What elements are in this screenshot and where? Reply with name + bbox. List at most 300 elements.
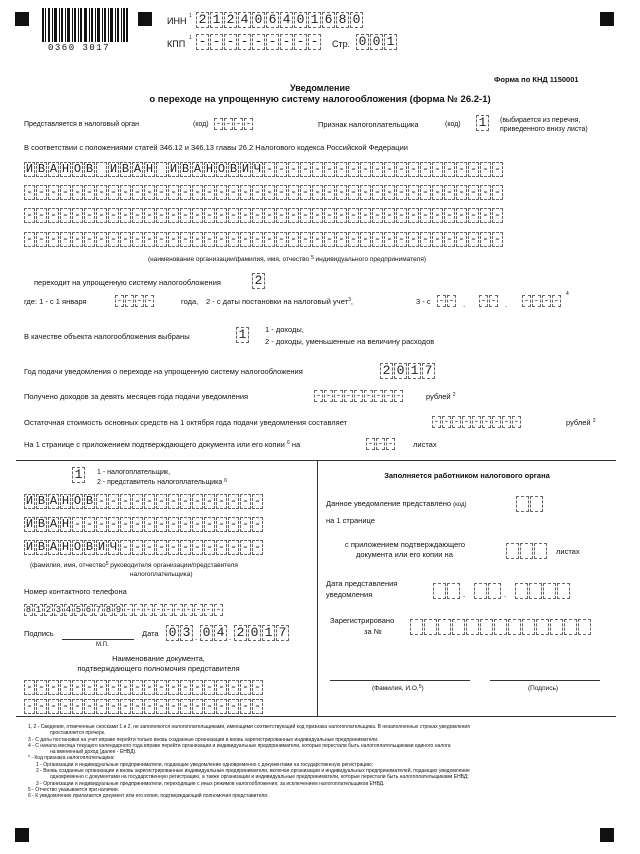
comb-cell: - [185,605,192,615]
office-date-dot-2: . [504,590,507,599]
comb-cell: - [181,680,190,694]
comb-cell: - [157,517,166,531]
transition-day-field[interactable] [437,295,457,307]
section-divider [16,460,616,461]
comb-cell: - [367,439,374,449]
comb-cell: - [337,232,346,246]
comb-cell: - [308,34,321,50]
footnote-4-mark: 4 [566,291,569,297]
comb-cell: - [513,417,520,427]
comb-cell: - [313,208,322,222]
comb-cell: А [49,517,58,531]
office-sheets-label: листах [556,547,580,556]
signer-firstname-field[interactable] [24,517,264,532]
year-field[interactable] [380,363,436,379]
kpp-sup: 1 [189,35,192,41]
comb-cell: - [445,232,454,246]
comb-cell: - [373,185,382,199]
comb-cell: - [481,232,490,246]
date-label: Дата [142,629,159,638]
comb-cell: - [289,185,298,199]
comb-cell: - [73,208,82,222]
comb-cell: - [349,208,358,222]
footnote: 1, 2 - Сведения, отмеченные сносками 1 и 2, не заполняются налогоплательщиками, имеющими соответствующий код признака налогоплательщика. В незаполненных строках уведомления [28,724,470,730]
footnote: одновременно с документами на государственную регистрацию, а также организации и индивидуальные предприниматели, которые перестали быть налогоплательщиками ЕНВД; [50,774,469,781]
comb-cell [543,583,556,599]
comb-cell [520,543,533,559]
comb-cell: - [217,232,226,246]
comb-cell: Н [205,162,214,176]
comb-cell: 0 [200,625,213,641]
comb-cell: - [193,517,202,531]
comb-cell: В [181,162,190,176]
comb-cell: - [438,296,445,306]
comb-cell: - [217,208,226,222]
office-date-year[interactable] [515,583,571,599]
comb-cell: - [301,232,310,246]
footnote: 3 - С даты постановки на учет вправе перейти только вновь созданные организации и вновь зарегистрированные индивидуальные предприниматели. [28,736,379,743]
income-label: Получено доходов за девять месяцев года подачи уведомления [24,392,249,401]
transition-field[interactable] [252,273,266,289]
comb-cell: - [121,517,130,531]
comb-cell [438,619,451,635]
comb-cell [488,583,501,599]
comb-cell: - [469,208,478,222]
comb-cell: - [133,208,142,222]
comb-cell: О [73,162,82,176]
comb-cell: О [73,540,82,554]
transition-year-label: года, [181,297,199,306]
comb-cell: - [49,185,58,199]
comb-cell: - [109,494,118,508]
office-sheets-field[interactable] [506,543,548,559]
comb-cell: - [85,208,94,222]
inn-field[interactable] [196,12,364,28]
office-attach2: документа или его копии на [356,550,453,559]
comb-cell: 2 [380,363,393,379]
residual-unit-text: рублей [566,418,591,427]
object-field[interactable] [236,327,250,343]
comb-cell: Н [61,517,70,531]
comb-cell: - [196,34,209,50]
comb-cell: - [457,208,466,222]
comb-cell: - [215,119,222,129]
comb-cell: - [181,540,190,554]
comb-cell: И [241,162,250,176]
comb-cell: И [25,540,34,554]
comb-cell: - [181,232,190,246]
page-label: Стр. [332,39,351,49]
comb-cell: - [155,605,162,615]
signer-type-field[interactable] [72,467,86,483]
comb-cell: - [313,232,322,246]
comb-cell: - [85,680,94,694]
comb-cell: - [37,699,46,713]
transition-year2-field[interactable] [522,295,562,307]
comb-cell: - [37,185,46,199]
office-fio-line[interactable] [330,680,470,681]
comb-cell: - [37,232,46,246]
comb-cell: 3 [180,625,193,641]
comb-cell: - [193,699,202,713]
name-row-4[interactable] [24,232,504,247]
comb-cell: - [375,391,382,401]
comb-cell: - [373,208,382,222]
comb-cell: - [25,699,34,713]
comb-cell: - [480,296,487,306]
comb-cell: - [337,208,346,222]
comb-cell: Н [61,162,70,176]
comb-cell: - [245,119,252,129]
comb-cell: 0 [166,625,179,641]
comb-cell: - [145,699,154,713]
office-sign-line[interactable] [490,680,600,681]
comb-cell: В [121,162,130,176]
office-submitted-text: Данное уведомление представлено [326,499,452,508]
comb-cell [550,619,563,635]
object-opt2: 2 - доходы, уменьшенные на величину расходов [265,337,435,346]
comb-cell: - [397,162,406,176]
comb-cell: - [289,162,298,176]
law-text: В соответствии с положениями статей 346.12 и 346.13 главы 26.2 Налогового кодекса Российской Федерации [24,143,408,152]
comb-cell: - [217,494,226,508]
comb-cell [410,619,423,635]
comb-cell: - [205,605,212,615]
comb-cell: - [133,185,142,199]
transition-label: переходит на упрощенную систему налогообложения [34,278,221,287]
office-reg2: за № [364,627,382,636]
comb-cell: - [181,494,190,508]
comb-cell: - [373,162,382,176]
signer-patronymic-field[interactable] [24,540,264,555]
comb-cell: - [97,680,106,694]
comb-cell: - [135,605,142,615]
comb-cell: 4 [280,12,293,28]
sign-line[interactable] [62,639,134,640]
corner-marker-top-left [15,12,29,26]
comb-cell: - [193,540,202,554]
comb-cell: - [277,162,286,176]
doc-row-1[interactable] [24,680,264,695]
comb-cell: 1 [308,12,321,28]
comb-cell: - [481,185,490,199]
comb-cell [534,543,547,559]
signer-surname-field[interactable] [24,494,264,509]
comb-cell: - [253,208,262,222]
transition-option3: 3 - с [416,297,431,306]
comb-cell: - [493,417,500,427]
signer-opt2: 2 - представитель налогоплательщика $^6$ [97,478,227,486]
comb-cell: - [421,208,430,222]
comb-cell [96,162,107,177]
comb-cell: 6 [322,12,335,28]
comb-cell: - [553,296,560,306]
comb-cell: - [146,296,153,306]
comb-cell: - [169,208,178,222]
comb-cell: - [157,494,166,508]
taxpayer-sign-field[interactable] [476,115,490,131]
comb-cell: В [85,162,94,176]
date-day-field[interactable] [166,625,194,641]
comb-cell [530,496,543,512]
comb-cell: - [229,680,238,694]
phone-field[interactable] [24,604,224,616]
comb-cell: - [241,517,250,531]
residual-field[interactable] [432,416,522,428]
signer-opt2-text: 2 - представитель налогоплательщика [97,479,223,486]
inn-sup: 1 [189,13,192,19]
comb-cell: - [229,699,238,713]
comb-cell: - [361,185,370,199]
comb-cell [578,619,591,635]
income-field[interactable] [314,390,404,402]
comb-cell: - [457,162,466,176]
comb-cell: - [169,680,178,694]
comb-cell: - [61,208,70,222]
comb-cell: - [253,540,262,554]
tax-authority-code-field[interactable] [214,118,254,130]
comb-cell: - [49,680,58,694]
corner-marker-top-mid [138,12,152,26]
comb-cell: - [253,699,262,713]
comb-cell: - [277,232,286,246]
comb-cell: - [157,208,166,222]
comb-cell: - [61,680,70,694]
comb-cell: - [325,162,334,176]
comb-cell: 8 [105,605,112,615]
footnotes [28,724,618,800]
tax-authority-label: Представляется в налоговый орган [24,121,140,128]
comb-cell: - [157,699,166,713]
comb-cell: - [493,162,502,176]
comb-cell: - [315,391,322,401]
comb-cell: 6 [266,12,279,28]
comb-cell: - [121,494,130,508]
comb-cell: 6 [85,605,92,615]
comb-cell: - [205,232,214,246]
comb-cell: - [157,680,166,694]
comb-cell: - [49,699,58,713]
comb-cell: - [224,34,237,50]
comb-cell: - [145,605,152,615]
comb-cell: В [85,494,94,508]
footnote: проставляется прочерк. [50,730,106,737]
comb-cell: - [85,517,94,531]
office-date-day[interactable] [433,583,461,599]
comb-cell: - [181,517,190,531]
comb-cell: - [205,185,214,199]
comb-cell: О [73,494,82,508]
comb-cell: - [241,680,250,694]
transition-where-label: где: 1 - с 1 января [24,297,87,306]
comb-cell [480,619,493,635]
comb-cell: - [193,680,202,694]
name-row-3[interactable] [24,208,504,223]
comb-cell: - [377,439,384,449]
footnote: на вмененный доход (далее - ЕНВД). [50,749,137,756]
comb-cell: 1 [35,605,42,615]
office-code-label: (код) [453,502,467,508]
comb-cell: - [277,185,286,199]
comb-cell: - [169,185,178,199]
bottom-divider [16,716,616,717]
comb-cell: В [85,540,94,554]
comb-cell [557,583,570,599]
doc-row-2[interactable] [24,699,264,714]
comb-cell [508,619,521,635]
comb-cell: - [253,517,262,531]
comb-cell: - [385,391,392,401]
comb-cell: - [25,680,34,694]
comb-cell: - [49,232,58,246]
comb-cell [522,619,535,635]
comb-cell: - [433,232,442,246]
comb-cell: - [483,417,490,427]
comb-cell: - [361,208,370,222]
comb-cell: - [169,494,178,508]
comb-cell: - [266,34,279,50]
comb-cell: - [145,208,154,222]
comb-cell: 0 [248,625,261,641]
comb-cell: 1 [210,12,223,28]
comb-cell [529,583,542,599]
comb-cell: - [73,517,82,531]
comb-cell: - [97,185,106,199]
income-unit-text: рублей [426,392,451,401]
office-date1: Дата представления [326,579,398,588]
comb-cell: - [73,680,82,694]
comb-cell: - [145,494,154,508]
office-submitted-label [326,500,467,509]
comb-cell: 0 [370,34,383,50]
name-caption-text: (наименование организации/фамилия, имя, отчество [148,256,310,263]
comb-cell: В [37,517,46,531]
residual-unit: рублей $^2$ [566,418,596,427]
comb-cell: - [169,540,178,554]
comb-cell: И [25,494,34,508]
comb-cell: - [265,232,274,246]
transition-option2-text: 2 - с даты постановки на налоговый учет [206,297,349,306]
signer-caption2: руководителя организации/представителя [110,562,238,569]
office-on-pages: на 1 странице [326,516,375,525]
comb-cell: - [433,185,442,199]
comb-cell: - [448,296,455,306]
comb-cell: - [97,208,106,222]
comb-cell: - [409,185,418,199]
sign-label: Подпись [24,629,54,638]
comb-cell: - [181,699,190,713]
transition-year-field[interactable] [115,295,155,307]
tax-authority-code-label: (код) [193,121,209,128]
comb-cell: 2 [224,12,237,28]
comb-cell: - [433,208,442,222]
comb-cell: - [241,494,250,508]
comb-cell: - [229,208,238,222]
comb-cell: - [301,185,310,199]
comb-cell: - [337,162,346,176]
name-caption-tail: индивидуального предпринимателя) [315,256,426,263]
comb-cell: 3 [55,605,62,615]
transition-month-field[interactable] [479,295,499,307]
comb-cell [433,583,446,599]
name-row-1[interactable] [24,162,504,177]
comb-cell: - [229,185,238,199]
comb-cell: - [217,517,226,531]
comb-cell: А [193,162,202,176]
page-field[interactable] [356,34,398,50]
comb-cell: - [397,185,406,199]
comb-cell: - [409,232,418,246]
comb-cell: 0 [350,12,363,28]
office-date-dot-1: . [463,590,466,599]
comb-cell: - [97,699,106,713]
kpp-field[interactable] [196,34,322,50]
footnote: * - Код признака налогоплательщика: [28,755,115,762]
comb-cell: - [145,680,154,694]
comb-cell: - [109,185,118,199]
comb-cell: 1 [384,34,397,50]
office-date-month[interactable] [474,583,502,599]
comb-cell: - [469,185,478,199]
object-label: В качестве объекта налогообложения выбраны [24,332,190,341]
taxpayer-sign-code-label: (код) [445,121,461,128]
comb-cell: - [121,540,130,554]
comb-cell: - [385,185,394,199]
comb-cell: - [445,185,454,199]
comb-cell: - [109,699,118,713]
comb-cell [466,619,479,635]
comb-cell: - [116,296,123,306]
pages-field[interactable] [366,438,396,450]
taxpayer-sign-note2: приведенного внизу листа) [500,126,588,133]
date-year-field[interactable] [234,625,290,641]
form-code: Форма по КНД 1150001 [494,75,579,84]
comb-cell: - [109,517,118,531]
comb-cell: - [325,185,334,199]
office-code-field[interactable] [516,496,544,512]
comb-cell: - [335,391,342,401]
comb-cell: 1 [262,625,275,641]
comb-cell: - [169,699,178,713]
comb-cell: - [463,417,470,427]
comb-cell: - [37,208,46,222]
name-row-2[interactable] [24,185,504,200]
comb-cell: 7 [276,625,289,641]
comb-cell [506,543,519,559]
signer-caption3: налогоплательщика) [130,571,193,578]
comb-cell: - [289,232,298,246]
comb-cell: 7 [422,363,435,379]
comb-cell: - [445,162,454,176]
date-dot-1: . [463,300,466,309]
comb-cell: И [109,162,118,176]
date-month-field[interactable] [200,625,228,641]
comb-cell: - [217,540,226,554]
barcode [42,8,128,42]
comb-cell: - [397,232,406,246]
comb-cell: - [337,185,346,199]
comb-cell: 4 [238,12,251,28]
comb-cell: - [421,232,430,246]
comb-cell: - [409,162,418,176]
comb-cell [424,619,437,635]
comb-cell: 2 [45,605,52,615]
comb-cell: - [469,162,478,176]
footnote: 3 - Организации и индивидуальные предприниматели, переходящие с иных режимов налогообложения, за исключением налогоплательщиков ЕНВД. [36,780,385,787]
comb-cell: - [193,494,202,508]
comb-cell: - [97,517,106,531]
office-reg-number[interactable] [410,619,592,635]
